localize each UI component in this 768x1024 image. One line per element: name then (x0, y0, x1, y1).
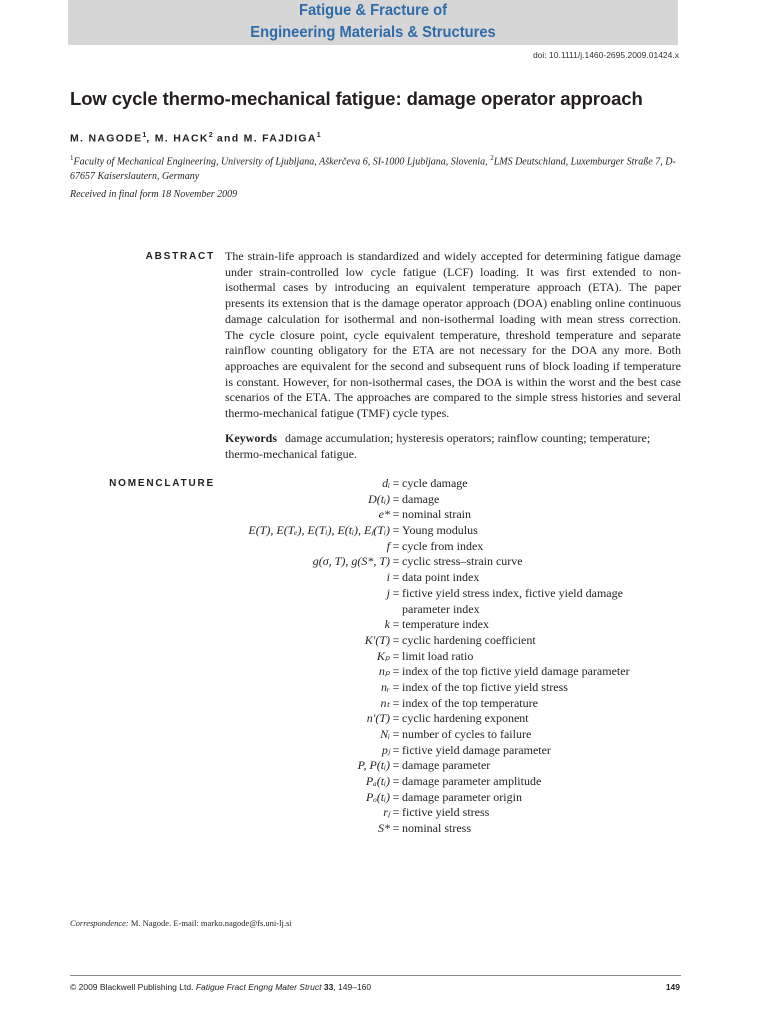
nomenclature-entry (100, 633, 700, 649)
nomenclature-entry (100, 711, 700, 727)
author-separator: , (146, 132, 155, 145)
nomenclature-entry (100, 617, 700, 633)
nomenclature-entry (100, 492, 700, 508)
nomenclature-symbol: D(tᵢ) (368, 491, 390, 506)
nomenclature-definition: nominal strain (402, 507, 471, 522)
affiliation-text: Faculty of Mechanical Engineering, University of Ljubljana, Aškerčeva 6, SI-1000 Ljubljana, Slovenia, (73, 156, 491, 168)
nomenclature-definition: fictive yield stress (402, 805, 490, 820)
nomenclature-definition: damage (402, 491, 440, 506)
keywords-label: Keywords (225, 431, 277, 445)
nomenclature-symbol: Nᵢ (380, 727, 390, 741)
nomenclature-definition: limit load ratio (402, 648, 474, 663)
author-affiliation-sup: 2 (208, 132, 213, 139)
nomenclature-definition: index of the top fictive yield damage parameter (402, 664, 630, 679)
nomenclature-symbol: f (386, 538, 390, 553)
nomenclature-definition: cycle from index (402, 538, 484, 553)
nomenclature-symbol: Kₚ (376, 648, 390, 663)
abstract-text: The strain-life approach is standardized and widely accepted for determining fatigue damage under strain-controlled low cycle fatigue (LCF) loading. It was first extended to non-isothermal cases by introducing an equivalent temperature approach (ETA). The paper presents its extension that is the damage operator approach (DOA) enabling online continuous damage calculation for isothermal and non-isothermal loading with mean stress correction. The cycle closure point, cycle equivalent temperature, threshold temperature and separate rainflow counting obligatory for the ETA are not necessary for the DOA any more. Both approaches are equivalent for the second and subsequent runs of block loading if temperature is constant. However, for non-isothermal cases, the DOA is within the worst and the best case scenarios of the ETA. The approaches are compared to the simple stress histories and several thermo-mechanical fatigue (TMF) cycle types. (225, 249, 681, 421)
nomenclature-entry (100, 586, 700, 602)
footer-divider (70, 975, 681, 976)
nomenclature-entry (100, 774, 700, 790)
nomenclature-definition: cyclic hardening exponent (402, 711, 529, 726)
nomenclature-equals: = (392, 664, 400, 679)
affiliation-sup: 2 (490, 154, 494, 162)
nomenclature-equals: = (392, 617, 400, 632)
nomenclature-equals: = (392, 538, 400, 553)
correspondence (70, 918, 292, 928)
nomenclature-equals: = (392, 679, 400, 694)
nomenclature-heading: NOMENCLATURE (109, 478, 215, 489)
nomenclature-definition: damage parameter origin (402, 789, 522, 804)
author-affiliation-sup: 1 (316, 132, 321, 139)
nomenclature-symbol: rⱼ (383, 805, 390, 820)
nomenclature-equals: = (392, 805, 400, 820)
nomenclature-symbol: E(T), E(Tₑ), E(Tᵢ), E(tᵢ), Eⱼ(Tᵢ) (248, 523, 390, 538)
nomenclature-definition: damage parameter (402, 758, 491, 773)
nomenclature-equals (390, 602, 402, 618)
nomenclature-equals: = (392, 711, 400, 726)
nomenclature-symbol: k (384, 617, 390, 632)
nomenclature-definition: temperature index (402, 617, 489, 632)
nomenclature-definition: number of cycles to failure (402, 727, 532, 741)
nomenclature-symbol: dᵢ (382, 476, 390, 490)
nomenclature-symbol: Pₒ(tᵢ) (366, 789, 390, 804)
nomenclature-equals: = (392, 491, 400, 506)
nomenclature-definition: nominal stress (402, 821, 471, 836)
nomenclature-equals: = (392, 570, 400, 585)
nomenclature-equals: = (392, 476, 400, 490)
nomenclature-entry (100, 664, 700, 680)
nomenclature-entry (100, 602, 700, 618)
nomenclature-definition: damage parameter amplitude (402, 774, 542, 789)
nomenclature-symbol: i (386, 570, 390, 585)
nomenclature-entry (100, 790, 700, 806)
received-date: Received in final form 18 November 2009 (70, 189, 238, 200)
correspondence-label: Correspondence: (70, 918, 129, 928)
nomenclature-equals: = (392, 648, 400, 663)
nomenclature-symbol: Pₐ(tᵢ) (365, 774, 390, 789)
affiliation-text: LMS Deutschland, Luxemburger Straße 7, D-67657 Kaiserslautern, Germany (70, 156, 676, 183)
nomenclature-entry (100, 743, 700, 759)
journal-title-line1: Fatigue & Fracture of (298, 2, 448, 19)
correspondence-text[interactable]: M. Nagode. E-mail: marko.nagode@fs.uni-lj.si (128, 918, 292, 928)
nomenclature-entry (100, 805, 700, 821)
author-list (70, 132, 321, 145)
abstract-heading: ABSTRACT (145, 251, 215, 262)
nomenclature-definition: cyclic stress–strain curve (402, 554, 523, 569)
nomenclature-definition: cycle damage (402, 476, 468, 490)
nomenclature-entry (100, 696, 700, 712)
nomenclature-symbol (100, 602, 390, 618)
nomenclature-equals: = (392, 789, 400, 804)
nomenclature-equals: = (392, 585, 400, 600)
nomenclature-entry (100, 570, 700, 586)
affiliations (70, 151, 690, 184)
nomenclature-definition: index of the top temperature (402, 695, 538, 710)
nomenclature-symbol: nᵣ (381, 679, 390, 694)
nomenclature-symbol: nₜ (380, 695, 390, 710)
nomenclature-list (100, 476, 700, 837)
journal-title-line2: Engineering Materials & Structures (250, 24, 496, 41)
nomenclature-definition: cyclic hardening coefficient (402, 632, 536, 647)
nomenclature-equals: = (392, 554, 400, 569)
nomenclature-equals: = (392, 632, 400, 647)
nomenclature-symbol: j (386, 585, 390, 600)
nomenclature-entry (100, 476, 700, 492)
nomenclature-definition: parameter index (402, 601, 480, 616)
author-name: M. FAJDIGA (243, 132, 317, 145)
nomenclature-symbol: pⱼ (381, 742, 390, 757)
author-separator: and (212, 132, 244, 145)
author-affiliation-sup: 1 (142, 132, 147, 139)
nomenclature-entry (100, 554, 700, 570)
nomenclature-equals: = (392, 774, 400, 789)
nomenclature-definition: data point index (402, 570, 480, 585)
footer-pages: , 149–160 (333, 982, 372, 992)
nomenclature-equals: = (392, 507, 400, 522)
author-name: M. HACK (154, 132, 209, 145)
nomenclature-equals: = (392, 695, 400, 710)
nomenclature-definition: fictive yield stress index, fictive yield damage (402, 585, 623, 600)
footer-journal: Fatigue Fract Engng Mater Struct (195, 982, 322, 992)
keywords-text: damage accumulation; hysteresis operators; rainflow counting; temperature; thermo-mechanical fatigue. (225, 431, 651, 461)
nomenclature-entry (100, 507, 700, 523)
nomenclature-symbol: K′(T) (364, 632, 390, 647)
author-name: M. NAGODE (70, 132, 143, 145)
nomenclature-entry (100, 523, 700, 539)
nomenclature-symbol: n′(T) (366, 711, 390, 726)
nomenclature-symbol: nₚ (378, 664, 390, 679)
nomenclature-symbol: e* (378, 507, 390, 522)
nomenclature-definition: fictive yield damage parameter (402, 742, 551, 757)
nomenclature-equals: = (392, 821, 400, 836)
nomenclature-entry (100, 727, 700, 743)
nomenclature-equals: = (392, 742, 400, 757)
nomenclature-symbol: g(σ, T), g(S*, T) (312, 554, 390, 569)
nomenclature-definition: Young modulus (402, 523, 478, 538)
affiliation-sup: 1 (70, 154, 74, 162)
nomenclature-definition: index of the top fictive yield stress (402, 679, 568, 694)
nomenclature-entry (100, 649, 700, 665)
footer-citation (70, 982, 371, 992)
nomenclature-entry (100, 539, 700, 555)
nomenclature-symbol: P, P(tᵢ) (357, 758, 390, 773)
nomenclature-entry (100, 821, 700, 837)
page-number: 149 (665, 982, 680, 992)
nomenclature-equals: = (392, 758, 400, 773)
journal-banner (68, 0, 678, 45)
nomenclature-equals: = (392, 727, 400, 741)
footer-volume: 33 (321, 982, 334, 992)
nomenclature-entry (100, 758, 700, 774)
nomenclature-equals: = (392, 523, 400, 538)
article-title: Low cycle thermo-mechanical fatigue: damage operator approach (70, 88, 643, 109)
keywords (225, 431, 681, 462)
nomenclature-symbol: S* (378, 821, 390, 836)
doi[interactable]: doi: 10.1111/j.1460-2695.2009.01424.x (532, 50, 679, 60)
nomenclature-entry (100, 680, 700, 696)
footer-copyright: © 2009 Blackwell Publishing Ltd. (70, 982, 196, 992)
